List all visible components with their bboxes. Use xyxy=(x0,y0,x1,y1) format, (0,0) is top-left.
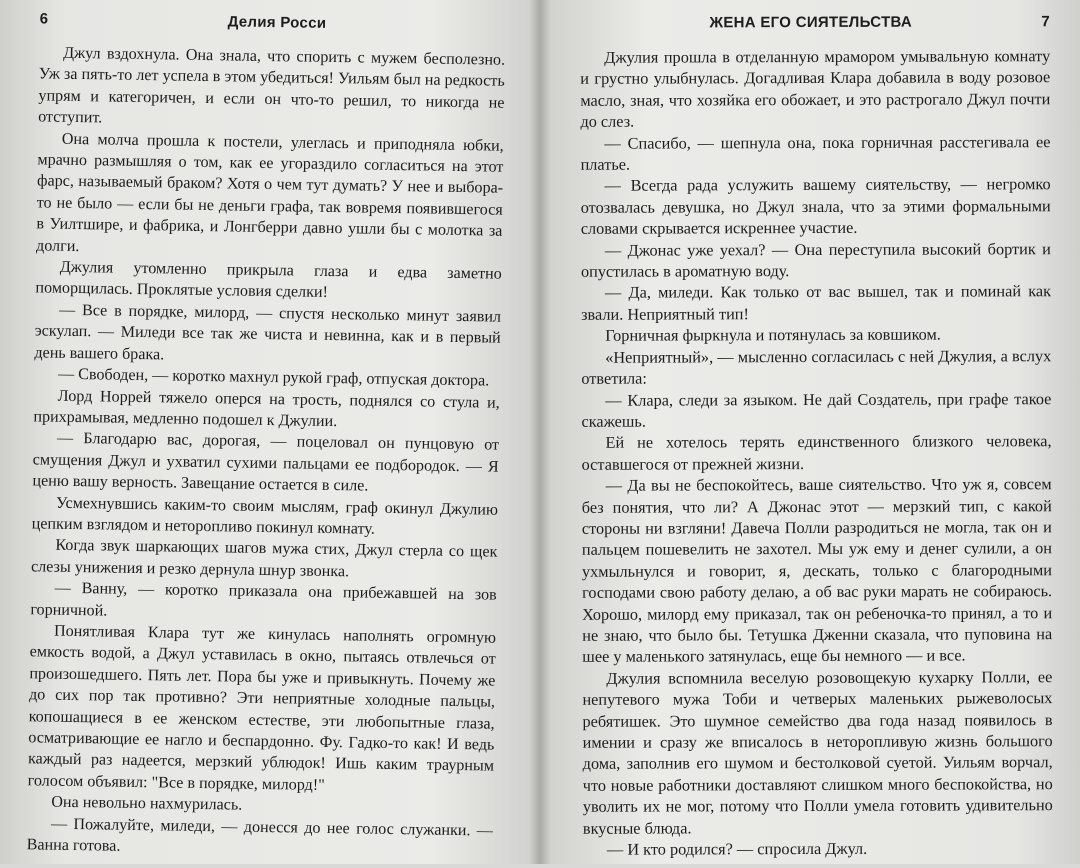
paragraph: Понятливая Клара тут же кинулась наполнять огромную емкость водой, а Джул уставилась в окно, пытаясь отвлечься от произошедшего. Пять лет. Пора бы уже и привыкнуть. Почему же до сих пор так противно? Эти неприятные холодные пальцы, копошащиеся в ее женском естестве, эти любопытные глаза, осматривающие ее нагло и беспардонно. Фу. Гадко-то как! И ведь каждый раз надеется, мерзкий ублюдок! Ишь каким траурным голосом объявил: "Все в порядке, милорд!" xyxy=(27,622,497,794)
paragraph: Джулия утомленно прикрыла глаза и едва заметно поморщилась. Проклятые условия сделки! xyxy=(35,258,502,302)
paragraph: Усмехнувшись каким-то своим мыслям, граф окинул Джулию цепким взглядом и неторопливо покинул комнату. xyxy=(31,494,499,538)
paragraph: Лорд Норрей тяжело оперся на трость, поднялся со стула и, прихрамывая, медленно подошел к Джулии. xyxy=(33,387,500,431)
right-page-number: 7 xyxy=(1041,13,1051,31)
paragraph: — Пожалуйте, миледи, — донесся до нее голос служанки. — Ванна готова. xyxy=(26,815,494,855)
paragraph: Джулия вспомнила веселую розовощекую кухарку Полли, ее непутевого мужа Тоби и четверых маленьких рыжеволосых ребятишек. Это шумное семейство два года назад появилось в имении и сразу же вписалось в неторопливую жизнь большого дома, заполнив его шумом и бестолковой суетой. Уильям ворчал, что новые работники доставляют слишком много беспокойства, но уволить их не мог, потому что Полли умела готовить удивительно вкусные блюда. xyxy=(582,666,1053,838)
paragraph: — И кто родился? — спросила Джул. xyxy=(606,838,868,859)
paragraph: — Ванну, — коротко приказала она прибежавшей на зов горничной. xyxy=(30,579,497,620)
paragraph: — Все в порядке, милорд, — спустя несколько минут заявил эскулап. — Миледи все так же чиста и невинна, как и в первый день вашего брака. xyxy=(34,301,502,364)
paragraph: Джул вздохнула. Она знала, что спорить с мужем бесполезно. Уж за пять-то лет успела в этом убедиться! Уильям был на редкость упрям и категоричен, и если он что-то решил, то никогда не отступит. xyxy=(37,44,506,127)
paragraph: Она молча прошла к постели, улеглась и приподняла юбки, мрачно размышляя о том, как ее угораздило согласиться на этот фарс, называемый браком? Хотя о чем тут думать? У нее и выбора-то не было — если бы не деньги графа, так вовремя появившегося в Уилтшире, и фабрика, и Лонгберри давно ушли бы с молотка за долги. xyxy=(35,130,504,255)
paragraph: Ей не хотелось терять единственного близкого человека, оставшегося от прежней жизни. xyxy=(581,431,1052,474)
paragraph: — Благодарю вас, дорогая, — поцеловал он пунцовую от смущения Джул и ухватил сухими пальцами ее подбородок. — Я ценю вашу верность. Завещание остается в силе. xyxy=(32,430,500,495)
paragraph: Она невольно нахмурилась. xyxy=(51,793,243,814)
paragraph: — Клара, следи за языком. Не дай Создатель, при графе такое скажешь. xyxy=(581,388,1052,431)
paragraph: — Свободен, — коротко махнул рукой граф, отпуская доктора. xyxy=(57,365,490,390)
right-running-title: ЖЕНА ЕГО СИЯТЕЛЬСТВА xyxy=(709,13,913,32)
paragraph: — Спасибо, — шепнула она, пока горничная расстегивала ее платье. xyxy=(580,131,1051,174)
right-page-text xyxy=(580,45,1053,860)
paragraph: Когда звук шаркающих шагов мужа стих, Джул стерла со щек слезы унижения и резко дернула шнур звонка. xyxy=(30,537,498,581)
left-running-title: Делия Росси xyxy=(227,13,327,32)
left-page-text xyxy=(27,42,506,863)
paragraph: — Да, миледи. Как только от вас вышел, так и поминай как звали. Неприятный тип! xyxy=(581,281,1052,324)
paragraph: — Джонас уже уехал? — Она переступила высокий бортик и опустилась в ароматную воду. xyxy=(580,238,1051,281)
paragraph: Горничная фыркнула и потянулась за ковшиком. xyxy=(605,324,941,345)
paragraph: — Всегда рада услужить вашему сиятельству, — негромко отозвалась девушка, но Джул знала, что за этими формальными словами скрывается искреннее участие. xyxy=(580,174,1051,239)
right-running-head xyxy=(580,13,1050,43)
paragraph: Джулия прошла в отделанную мрамором умывальную комнату и грустно улыбнулась. Догадливая Клара добавила в воду розовое масло, зная, что хозяйка его обожает, и это растрогало Джул почти до слез. xyxy=(580,46,1051,132)
left-page-number: 6 xyxy=(39,10,49,28)
paragraph: — Да вы не беспокойтесь, ваше сиятельство. Что уж я, совсем без понятия, что ли? А Джонас этот — мерзкий тип, с какой стороны ни взгляни! Давеча Полли разродиться не могла, так он и пальцем пошевелить не захотел. Мы уж ему и денег сулили, а он ухмыльнулся и говорит, я, дескать, только с благородными господами свою работу делаю, а об вас руки марать не собираюсь. Хорошо, милорд ему приказал, так он ребеночка-то принял, а то и не знаю, что было бы. Тетушка Дженни сказала, что пуповина на шее у маленького затянулась, еще бы немного — и все. xyxy=(581,474,1053,667)
left-running-head xyxy=(39,10,505,45)
paragraph: «Неприятный», — мысленно согласилась с ней Джулия, а вслух ответила: xyxy=(581,345,1052,388)
right-page xyxy=(540,0,1080,865)
